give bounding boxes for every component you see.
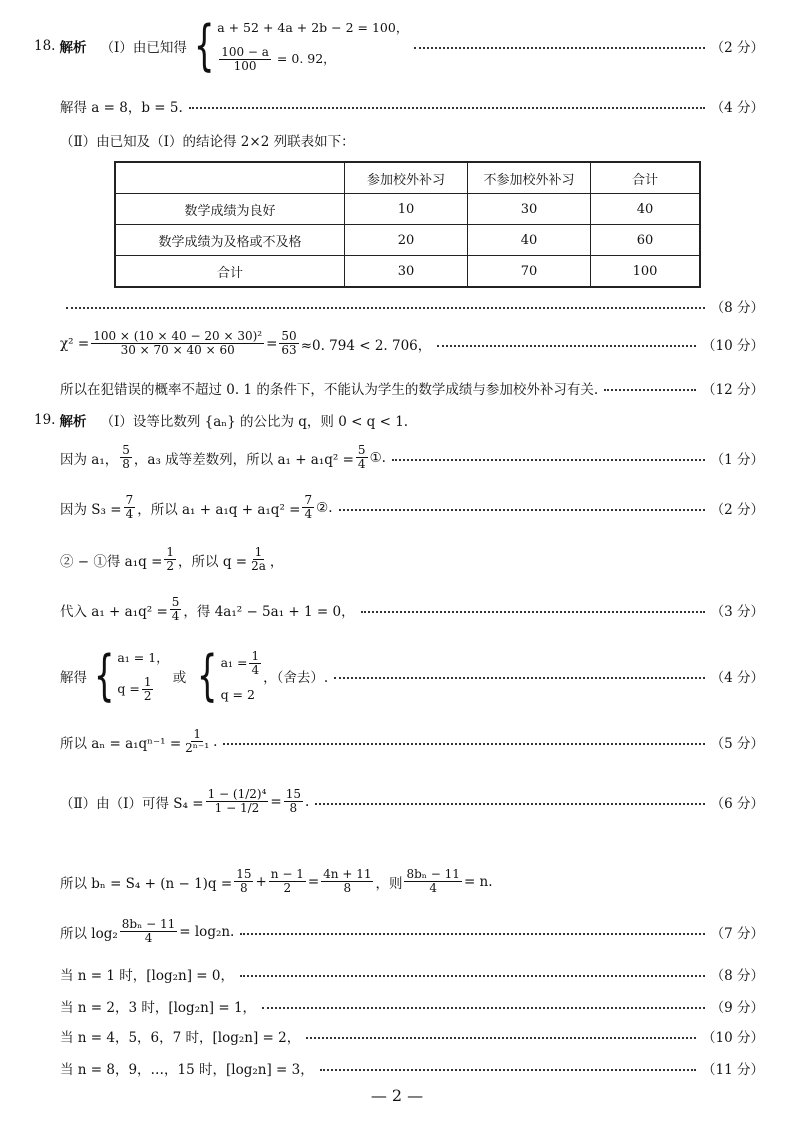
q19-l2-frac2: $\frac{7}{4}$: [304, 493, 313, 522]
q18-conclusion-line: [60, 378, 764, 398]
q19-sys2-frac: $\frac{1}{4}$: [251, 648, 260, 677]
q19-part1-intro: （Ⅰ）设等比数列 {aₙ} 的公比为 q，则 0 < q < 1.: [100, 414, 409, 430]
dot-leader: [320, 1069, 696, 1071]
q19-l3-frac: $\frac{1}{2}$: [166, 545, 175, 574]
dot-leader: [414, 47, 704, 49]
dot-leader: [361, 611, 705, 613]
q19-score-4: （4 分）: [710, 669, 764, 686]
table-header-cell: 不参加校外补习: [468, 162, 591, 194]
q18-chi-prefix: χ² =: [60, 335, 90, 352]
q19-sys1-eq1: a₁ = 1，: [117, 650, 169, 665]
equals-sign: =: [307, 873, 320, 890]
equals-sign: =: [266, 335, 278, 352]
q19-l9-pre: 所以 log₂: [60, 925, 118, 942]
q19-system2: [190, 643, 263, 707]
q19-l2-frac: $\frac{7}{4}$: [125, 493, 134, 522]
q19-l8-mid: ，则: [375, 875, 403, 892]
q19-line11: [60, 996, 764, 1016]
table-header-cell: 合计: [591, 162, 701, 194]
q19-l7-pre: （Ⅱ）由（Ⅰ）可得 S₄ =: [60, 795, 204, 812]
q19-l9-suf: = log₂n.: [179, 923, 235, 940]
q19-l5-suf: ，（舍去）.: [263, 669, 329, 686]
q18-chi-frac2: $\frac{50}{63}$: [281, 329, 297, 358]
q19-score-10: （10 分）: [702, 1030, 764, 1046]
q19-l3-pre: ② − ①得 a₁q =: [60, 553, 163, 570]
q18-system-eq1: a + 52 + 4a + 2b − 2 = 100，: [217, 20, 409, 35]
q18-chi-line: [60, 330, 764, 357]
q19-number: 19.: [34, 412, 56, 428]
dot-leader: [604, 389, 696, 391]
dot-leader: [392, 459, 705, 461]
q19-l4-pre: 代入 a₁ + a₁q² =: [60, 603, 168, 620]
q19-l7-frac: $\frac{\text{1 − (1/2)⁴}}{1 - 1/2}$: [207, 787, 267, 816]
q18-chi-suffix: ≈0. 794 < 2. 706，: [300, 337, 432, 354]
q19-l1-frac: $\frac{5}{8}$: [122, 443, 130, 472]
q18-conclusion: 所以在犯错误的概率不超过 0. 1 的条件下，不能认为学生的数学成绩与参加校外补习有关.: [60, 382, 599, 398]
q19-l7-suf: .: [304, 793, 310, 810]
q19-line12: [60, 1026, 764, 1046]
q19-score-1: （1 分）: [710, 451, 764, 468]
q19-score-5: （5 分）: [710, 735, 764, 752]
q19-line7: [60, 788, 764, 815]
q19-header-line: [34, 410, 764, 430]
q19-label: 解析: [59, 414, 87, 430]
q19-l8-frac: $\frac{15}{8}$: [236, 867, 252, 896]
q18-solve-line: [60, 96, 764, 116]
q19-line6: [60, 728, 764, 755]
q19-l3-suf: ，: [269, 553, 284, 570]
table-cell: 70: [468, 256, 591, 288]
q19-line13: [60, 1058, 764, 1078]
q19-l6-frac: $\frac{1}{\text{2ⁿ⁻¹}}$: [185, 727, 210, 756]
q19-l7-frac2: $\frac{15}{8}$: [285, 787, 301, 816]
dot-leader: [306, 1037, 696, 1039]
dot-leader: [223, 743, 704, 745]
q18-part2-intro: （Ⅱ）由已知及（Ⅰ）的结论得 2×2 列联表如下：: [60, 134, 355, 150]
table-row: [115, 194, 700, 225]
brace-icon: {: [197, 643, 218, 707]
q19-l10: 当 n = 1 时，[log₂n] = 0，: [60, 968, 234, 984]
dot-leader: [66, 307, 705, 309]
dot-leader: [240, 975, 705, 977]
page-number: — 2 —: [370, 1086, 424, 1105]
dot-leader: [189, 107, 705, 109]
q19-line2: [60, 494, 764, 521]
q19-sys1-frac: $\frac{1}{2}$: [143, 675, 152, 704]
q19-l13: 当 n = 8，9，…，15 时，[log₂n] = 3，: [60, 1062, 314, 1078]
table-cell: 数学成绩为及格或不及格: [115, 225, 345, 256]
q19-score-2: （2 分）: [710, 501, 764, 518]
table-cell: 40: [591, 194, 701, 225]
table-cell: 100: [591, 256, 701, 288]
table-cell: 40: [468, 225, 591, 256]
q18-score-5: （12 分）: [702, 382, 764, 398]
q19-l3-frac2: $\frac{1}{2a}$: [251, 545, 266, 574]
q19-line9: [60, 918, 764, 945]
q19-l8-suf: = n.: [463, 873, 493, 890]
q19-l6-pre: 所以 aₙ = a₁qⁿ⁻¹ =: [60, 735, 182, 752]
q19-l8-frac4: $\frac{\text{8bₙ − 11}}{4}$: [406, 867, 460, 896]
q19-sys2-eq1: a₁ =: [220, 654, 248, 670]
dot-leader: [339, 509, 705, 511]
q18-score-2: （4 分）: [710, 100, 764, 116]
q19-l4-suf: ，得 4a₁² − 5a₁ + 1 = 0，: [183, 603, 355, 620]
q18-system-eq2: = 0. 92，: [276, 51, 336, 67]
q18-score-1: （2 分）: [710, 39, 764, 56]
table-cell: 数学成绩为良好: [115, 194, 345, 225]
q18-label: 解析: [59, 39, 87, 56]
dot-leader: [240, 933, 704, 935]
q19-l1-mid: ，a₃ 成等差数列，所以 a₁ + a₁q² =: [133, 451, 354, 468]
q18-system: [187, 13, 409, 77]
q19-l9-frac: $\frac{\text{8bₙ − 11}}{4}$: [121, 917, 176, 946]
table-header-cell: 参加校外补习: [345, 162, 468, 194]
q18-score3-line: [60, 296, 764, 316]
q19-score-11: （11 分）: [702, 1062, 764, 1078]
table-header-row: [115, 162, 700, 194]
q18-number: 18.: [34, 37, 56, 54]
q19-l5-pre: 解得: [60, 669, 87, 686]
q19-l8-frac3: $\frac{4n + 11}{8}$: [323, 867, 372, 896]
q19-l8-pre: 所以 bₙ = S₄ + (n − 1)q =: [60, 875, 233, 892]
table-cell: 30: [345, 256, 468, 288]
q18-score-4: （10 分）: [702, 337, 764, 354]
q19-sys2-eq2: q = 2: [220, 686, 255, 702]
q19-score-9: （9 分）: [710, 1000, 764, 1016]
dot-leader: [437, 345, 696, 347]
brace-icon: {: [193, 13, 215, 77]
q18-system-frac: $\frac{100 - a}{100}$: [221, 45, 269, 74]
q18-chi-frac: $\frac{\text{100 × (10 × 40 − 20 × 30)²}}{30 \times 70 \times 40 \times 60}$: [93, 329, 263, 358]
table-cell: 60: [591, 225, 701, 256]
q19-score-8: （8 分）: [710, 968, 764, 984]
brace-icon: {: [93, 643, 115, 707]
q19-l11: 当 n = 2，3 时，[log₂n] = 1，: [60, 1000, 257, 1016]
q18-score-3: （8 分）: [710, 300, 764, 316]
q19-l1-frac2: $\frac{5}{4}$: [357, 443, 366, 472]
q19-l1-pre: 因为 a₁，: [60, 451, 119, 468]
q19-l2-pre: 因为 S₃ =: [60, 501, 122, 518]
q19-system1: [87, 643, 169, 707]
q19-line5: [60, 643, 764, 707]
q19-l3-mid: ，所以 q =: [178, 553, 248, 570]
q19-line3: [60, 546, 764, 573]
dot-leader: [262, 1007, 705, 1009]
q18-part1-line: [34, 13, 764, 77]
q19-line8: [60, 868, 764, 895]
q19-l12: 当 n = 4，5，6，7 时，[log₂n] = 2，: [60, 1030, 301, 1046]
table-cell: 20: [345, 225, 468, 256]
q18-part1-intro: （Ⅰ）由已知得: [100, 39, 187, 56]
q19-l5-or: 或: [172, 669, 187, 686]
dot-leader: [334, 677, 704, 679]
table-row: [115, 225, 700, 256]
q19-l2-mid: ，所以 a₁ + a₁q + a₁q² =: [137, 501, 301, 518]
plus-sign: +: [255, 873, 267, 890]
table-cell: 30: [468, 194, 591, 225]
q19-l2-suf: ②.: [316, 499, 333, 516]
table-cell: 合计: [115, 256, 345, 288]
q19-line4: [60, 596, 764, 623]
table-cell: 10: [345, 194, 468, 225]
contingency-table: [114, 161, 701, 288]
q19-score-3: （3 分）: [710, 603, 764, 620]
table-header-cell: [115, 162, 345, 194]
q19-line10: [60, 964, 764, 984]
q19-l1-suf: ①.: [369, 449, 386, 466]
q18-solve-text: 解得 a = 8，b = 5.: [60, 100, 183, 116]
q19-score-6: （6 分）: [710, 795, 764, 812]
q19-score-7: （7 分）: [710, 925, 764, 942]
q19-l6-suf: .: [213, 733, 218, 750]
q19-l4-frac: $\frac{5}{4}$: [171, 595, 180, 624]
q19-line1: [60, 444, 764, 471]
q19-l8-frac2: $\frac{n - 1}{2}$: [270, 867, 304, 896]
table-row: [115, 256, 700, 288]
dot-leader: [315, 803, 704, 805]
q19-sys1-eq2: q =: [117, 681, 140, 697]
equals-sign: =: [270, 793, 282, 810]
